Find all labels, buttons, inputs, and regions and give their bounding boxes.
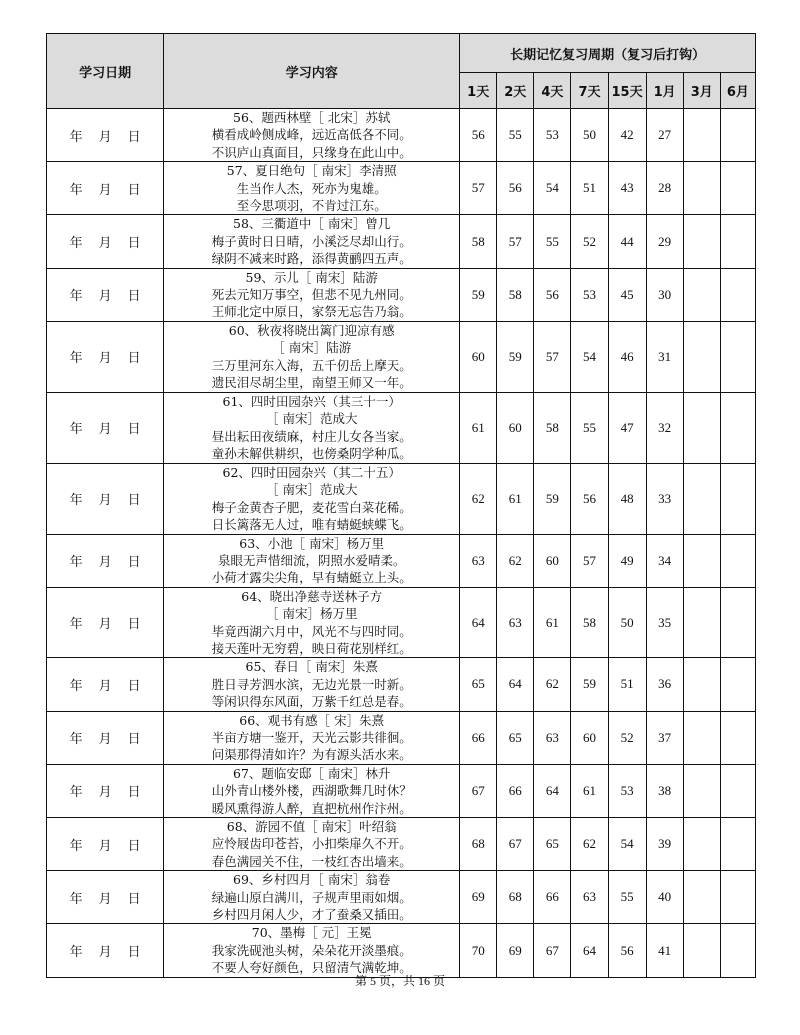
review-checkbox-cell[interactable]: 70: [460, 924, 497, 977]
header-interval: 7天: [571, 73, 608, 109]
date-year-label: 年: [69, 555, 83, 571]
date-year-label: 年: [69, 289, 83, 305]
review-checkbox-cell[interactable]: [720, 268, 755, 321]
study-date-cell[interactable]: [47, 818, 164, 871]
date-year-label: 年: [69, 945, 83, 961]
review-checkbox-cell[interactable]: 58: [460, 215, 497, 268]
date-year-label: 年: [69, 891, 83, 907]
table-row: [47, 392, 756, 463]
study-date-cell[interactable]: [47, 215, 164, 268]
review-checkbox-cell[interactable]: [683, 268, 720, 321]
poem-line: 春色满园关不住，一枝红杏出墙来。: [211, 853, 412, 869]
review-checkbox-cell[interactable]: 46: [608, 321, 646, 392]
date-day-label: 日: [127, 891, 141, 907]
review-checkbox-cell[interactable]: 48: [608, 463, 646, 534]
header-interval: 4天: [534, 73, 571, 109]
review-checkbox-cell[interactable]: 41: [646, 924, 683, 977]
review-checkbox-cell[interactable]: 63: [534, 711, 571, 764]
poem-line: 梅子金黄杏子肥，麦花雪白菜花稀。: [211, 499, 412, 515]
header-interval: 2天: [497, 73, 534, 109]
header-review-cycle: 长期记忆复习周期（复习后打钩）: [460, 34, 756, 73]
poem-line: 泉眼无声惜细流，阴照水爱晴柔。: [217, 552, 406, 568]
study-date-cell[interactable]: [47, 924, 164, 977]
review-checkbox-cell[interactable]: 56: [571, 463, 608, 534]
review-checkbox-cell[interactable]: 51: [571, 162, 608, 215]
review-checkbox-cell[interactable]: [683, 587, 720, 658]
review-checkbox-cell[interactable]: 60: [571, 711, 608, 764]
review-checkbox-cell[interactable]: 62: [534, 658, 571, 711]
date-day-label: 日: [127, 785, 141, 801]
date-day-label: 日: [127, 289, 141, 305]
review-checkbox-cell[interactable]: 58: [571, 587, 608, 658]
review-checkbox-cell[interactable]: [720, 871, 755, 924]
poem-title: 69、乡村四月［ 南宋］翁卷: [233, 872, 391, 888]
date-year-label: 年: [69, 493, 83, 509]
table-row: [47, 711, 756, 764]
date-month-label: 月: [98, 945, 112, 961]
review-checkbox-cell[interactable]: 33: [646, 463, 683, 534]
review-checkbox-cell[interactable]: 34: [646, 534, 683, 587]
poem-title: 68、游园不值［ 南宋］叶绍翁: [226, 819, 397, 834]
header-interval: 15天: [608, 73, 646, 109]
review-checkbox-cell[interactable]: 35: [646, 587, 683, 658]
date-day-label: 日: [127, 351, 141, 367]
review-checkbox-cell[interactable]: 30: [646, 268, 683, 321]
poem-line: 日长篱落无人过，唯有蜻蜓蛱蝶飞。: [211, 517, 412, 533]
review-checkbox-cell[interactable]: 67: [534, 924, 571, 977]
review-checkbox-cell[interactable]: [720, 764, 755, 817]
review-checkbox-cell[interactable]: 52: [608, 711, 646, 764]
date-day-label: 日: [127, 129, 141, 145]
poem-content-cell: [164, 109, 460, 162]
page-number: 第 5 页，共 16 页: [354, 974, 445, 988]
study-date-cell[interactable]: [47, 871, 164, 924]
poem-title: 65、春日［ 南宋］朱熹: [245, 659, 378, 675]
review-checkbox-cell[interactable]: [683, 534, 720, 587]
table-row: [47, 764, 756, 817]
review-checkbox-cell[interactable]: 66: [534, 871, 571, 924]
table-row: [47, 587, 756, 658]
poem-content-cell: [164, 871, 460, 924]
poem-line: 我家洗砚池头树，朵朵花开淡墨痕。: [211, 942, 412, 958]
review-checkbox-cell[interactable]: [720, 818, 755, 871]
study-date-cell[interactable]: [47, 764, 164, 817]
poem-content-cell: [164, 268, 460, 321]
review-checkbox-cell[interactable]: 67: [460, 764, 497, 817]
review-checkbox-cell[interactable]: 59: [571, 658, 608, 711]
poem-line: 王师北定中原日，家祭无忘告乃翁。: [211, 304, 412, 320]
poem-line: 暖风熏得游人醉，直把杭州作汴州。: [211, 800, 412, 816]
review-checkbox-cell[interactable]: 61: [497, 463, 534, 534]
date-month-label: 月: [98, 838, 112, 854]
review-checkbox-cell[interactable]: 53: [571, 268, 608, 321]
poem-content-cell: [164, 392, 460, 463]
review-checkbox-cell[interactable]: 54: [571, 321, 608, 392]
poem-line: 昼出耘田夜绩麻，村庄儿女各当家。: [211, 428, 412, 444]
poem-content-cell: [164, 711, 460, 764]
review-checkbox-cell[interactable]: 50: [608, 587, 646, 658]
review-checkbox-cell[interactable]: 53: [608, 764, 646, 817]
review-checkbox-cell[interactable]: [683, 463, 720, 534]
poem-content-cell: [164, 818, 460, 871]
poem-content-cell: [164, 587, 460, 658]
date-year-label: 年: [69, 838, 83, 854]
poem-line: 童孙未解供耕织，也傍桑阴学种瓜。: [211, 446, 412, 462]
review-checkbox-cell[interactable]: 45: [608, 268, 646, 321]
review-checkbox-cell[interactable]: 56: [497, 162, 534, 215]
review-checkbox-cell[interactable]: 64: [534, 764, 571, 817]
poem-line: 横看成岭侧成峰，远近高低各不同。: [211, 127, 412, 143]
poem-content-cell: [164, 321, 460, 392]
poem-title: 66、观书有感［ 宋］朱熹: [239, 712, 385, 728]
review-checkbox-cell[interactable]: [683, 215, 720, 268]
review-checkbox-cell[interactable]: 57: [534, 321, 571, 392]
poem-line: ［ 南宋］杨万里: [265, 606, 358, 622]
review-checkbox-cell[interactable]: [720, 392, 755, 463]
header-interval: 1天: [460, 73, 497, 109]
date-month-label: 月: [98, 555, 112, 571]
poem-title: 70、墨梅［ 元］王冕: [251, 925, 372, 941]
review-checkbox-cell[interactable]: 59: [497, 321, 534, 392]
review-checkbox-cell[interactable]: 55: [571, 392, 608, 463]
date-month-label: 月: [98, 617, 112, 633]
review-checkbox-cell[interactable]: 68: [497, 871, 534, 924]
review-checkbox-cell[interactable]: 54: [608, 818, 646, 871]
header-interval: 1月: [646, 73, 683, 109]
poem-title: 63、小池［ 南宋］杨万里: [239, 535, 385, 551]
review-checkbox-cell[interactable]: [720, 711, 755, 764]
review-checkbox-cell[interactable]: [683, 764, 720, 817]
date-year-label: 年: [69, 129, 83, 145]
poem-line: 半亩方塘一鉴开，天光云影共徘徊。: [211, 729, 412, 745]
date-month-label: 月: [98, 891, 112, 907]
poem-title: 56、题西林壁［ 北宋］苏轼: [233, 110, 391, 125]
review-checkbox-cell[interactable]: [720, 587, 755, 658]
review-checkbox-cell[interactable]: 57: [571, 534, 608, 587]
review-checkbox-cell[interactable]: [683, 711, 720, 764]
review-checkbox-cell[interactable]: 63: [460, 534, 497, 587]
poem-title: 61、四时田园杂兴（其三十一）: [222, 394, 401, 410]
date-day-label: 日: [127, 838, 141, 854]
review-checkbox-cell[interactable]: 56: [608, 924, 646, 977]
review-checkbox-cell[interactable]: 56: [460, 109, 497, 162]
review-checkbox-cell[interactable]: [720, 109, 755, 162]
poem-line: 不识庐山真面目，只缘身在此山中。: [211, 144, 412, 160]
review-checkbox-cell[interactable]: 62: [497, 534, 534, 587]
review-checkbox-cell[interactable]: 54: [534, 162, 571, 215]
review-checkbox-cell[interactable]: [720, 162, 755, 215]
study-date-cell[interactable]: [47, 711, 164, 764]
study-date-cell[interactable]: [47, 534, 164, 587]
poem-content-cell: [164, 658, 460, 711]
date-month-label: 月: [98, 236, 112, 252]
date-month-label: 月: [98, 422, 112, 438]
date-year-label: 年: [69, 351, 83, 367]
poem-content-cell: [164, 764, 460, 817]
poem-line: 胜日寻芳泗水滨，无边光景一时新。: [211, 676, 412, 692]
review-checkbox-cell[interactable]: 66: [460, 711, 497, 764]
poem-title: 67、题临安邸［ 南宋］林升: [233, 765, 391, 781]
review-checkbox-cell[interactable]: 69: [460, 871, 497, 924]
poem-line: ［ 南宋］范成大: [265, 482, 358, 498]
review-checkbox-cell[interactable]: [720, 321, 755, 392]
study-date-cell[interactable]: [47, 392, 164, 463]
table-row: [47, 321, 756, 392]
poem-line: 绿阴不减来时路，添得黄鹂四五声。: [211, 251, 412, 267]
date-day-label: 日: [127, 617, 141, 633]
date-year-label: 年: [69, 236, 83, 252]
review-checkbox-cell[interactable]: 57: [460, 162, 497, 215]
poem-title: 64、晓出净慈寺送林子方: [241, 588, 383, 604]
review-checkbox-cell[interactable]: 63: [571, 871, 608, 924]
review-checkbox-cell[interactable]: 64: [571, 924, 608, 977]
poem-line: 三万里河东入海，五千仞岳上摩天。: [211, 357, 412, 373]
review-checkbox-cell[interactable]: 68: [460, 818, 497, 871]
review-checkbox-cell[interactable]: 59: [460, 268, 497, 321]
review-checkbox-cell[interactable]: 69: [497, 924, 534, 977]
review-checkbox-cell[interactable]: 62: [460, 463, 497, 534]
date-month-label: 月: [98, 289, 112, 305]
poem-line: 生当作人杰，死亦为鬼雄。: [236, 180, 387, 196]
date-year-label: 年: [69, 678, 83, 694]
poem-content-cell: [164, 162, 460, 215]
review-checkbox-cell[interactable]: [683, 818, 720, 871]
review-checkbox-cell[interactable]: 50: [571, 109, 608, 162]
review-checkbox-cell[interactable]: [683, 658, 720, 711]
review-checkbox-cell[interactable]: 64: [497, 658, 534, 711]
review-checkbox-cell[interactable]: 60: [534, 534, 571, 587]
review-checkbox-cell[interactable]: 31: [646, 321, 683, 392]
review-checkbox-cell[interactable]: 29: [646, 215, 683, 268]
date-day-label: 日: [127, 236, 141, 252]
table-row: [47, 162, 756, 215]
poem-content-cell: [164, 463, 460, 534]
poem-line: 死去元知万事空，但悲不见九州同。: [211, 287, 412, 303]
review-checkbox-cell[interactable]: 65: [460, 658, 497, 711]
poem-line: 至今思项羽，不肯过江东。: [236, 198, 387, 214]
review-checkbox-cell[interactable]: 32: [646, 392, 683, 463]
study-date-cell[interactable]: [47, 268, 164, 321]
table-row: [47, 658, 756, 711]
review-checkbox-cell[interactable]: 65: [497, 711, 534, 764]
review-checkbox-cell[interactable]: 58: [497, 268, 534, 321]
review-checkbox-cell[interactable]: 44: [608, 215, 646, 268]
review-checkbox-cell[interactable]: 59: [534, 463, 571, 534]
poem-line: 应怜屐齿印苍苔，小扣柴扉久不开。: [211, 836, 412, 852]
review-checkbox-cell[interactable]: 53: [534, 109, 571, 162]
review-checkbox-cell[interactable]: 60: [460, 321, 497, 392]
review-checkbox-cell[interactable]: [720, 215, 755, 268]
poem-line: 乡村四月闲人少，才了蚕桑又插田。: [211, 907, 412, 923]
poem-line: 小荷才露尖尖角，早有蜻蜓立上头。: [211, 570, 412, 586]
date-month-label: 月: [98, 678, 112, 694]
review-checkbox-cell[interactable]: [683, 109, 720, 162]
poem-line: 接天莲叶无穷碧，映日荷花别样红。: [211, 640, 412, 656]
date-year-label: 年: [69, 732, 83, 748]
review-checkbox-cell[interactable]: 28: [646, 162, 683, 215]
study-date-cell[interactable]: [47, 162, 164, 215]
date-month-label: 月: [98, 129, 112, 145]
date-year-label: 年: [69, 422, 83, 438]
review-checkbox-cell[interactable]: 61: [534, 587, 571, 658]
review-checkbox-cell[interactable]: [720, 924, 755, 977]
review-checkbox-cell[interactable]: 38: [646, 764, 683, 817]
review-checkbox-cell[interactable]: 43: [608, 162, 646, 215]
review-checkbox-cell[interactable]: 61: [460, 392, 497, 463]
table-row: [47, 818, 756, 871]
date-day-label: 日: [127, 182, 141, 198]
date-day-label: 日: [127, 732, 141, 748]
date-day-label: 日: [127, 493, 141, 509]
review-checkbox-cell[interactable]: 64: [460, 587, 497, 658]
table-row: [47, 871, 756, 924]
review-checkbox-cell[interactable]: 55: [608, 871, 646, 924]
date-year-label: 年: [69, 182, 83, 198]
review-checkbox-cell[interactable]: 40: [646, 871, 683, 924]
header-study-content: 学习内容: [164, 34, 460, 109]
poem-title: 58、三衢道中［ 南宋］曾几: [233, 216, 391, 232]
date-month-label: 月: [98, 785, 112, 801]
date-year-label: 年: [69, 617, 83, 633]
poem-line: 问渠那得清如许？为有源头活水来。: [211, 747, 412, 763]
review-checkbox-cell[interactable]: 27: [646, 109, 683, 162]
review-checkbox-cell[interactable]: [683, 871, 720, 924]
date-day-label: 日: [127, 945, 141, 961]
poem-line: ［ 南宋］范成大: [265, 411, 358, 427]
date-day-label: 日: [127, 422, 141, 438]
review-checkbox-cell[interactable]: [683, 392, 720, 463]
review-checkbox-cell[interactable]: 61: [571, 764, 608, 817]
study-date-cell[interactable]: [47, 658, 164, 711]
date-month-label: 月: [98, 732, 112, 748]
review-checkbox-cell[interactable]: 67: [497, 818, 534, 871]
review-checkbox-cell[interactable]: 39: [646, 818, 683, 871]
poem-line: 梅子黄时日日晴，小溪泛尽却山行。: [211, 233, 412, 249]
poem-line: 不要人夸好颜色，只留清气满乾坤。: [211, 960, 412, 976]
review-checkbox-cell[interactable]: [720, 534, 755, 587]
date-year-label: 年: [69, 785, 83, 801]
poem-line: 绿遍山原白满川，子规声里雨如烟。: [211, 889, 412, 905]
study-date-cell[interactable]: [47, 109, 164, 162]
date-month-label: 月: [98, 351, 112, 367]
poem-line: 等闲识得东风面，万紫千红总是春。: [211, 694, 412, 710]
review-checkbox-cell[interactable]: [683, 924, 720, 977]
review-checkbox-cell[interactable]: 51: [608, 658, 646, 711]
date-month-label: 月: [98, 493, 112, 509]
poem-line: 遗民泪尽胡尘里，南望王师又一年。: [211, 375, 412, 391]
poem-content-cell: [164, 924, 460, 977]
review-checkbox-cell[interactable]: [683, 162, 720, 215]
date-day-label: 日: [127, 555, 141, 571]
poem-content-cell: [164, 534, 460, 587]
date-month-label: 月: [98, 182, 112, 198]
review-checkbox-cell[interactable]: 57: [497, 215, 534, 268]
review-checkbox-cell[interactable]: 63: [497, 587, 534, 658]
poem-title: 59、示儿［ 南宋］陆游: [245, 269, 378, 285]
review-checkbox-cell[interactable]: 37: [646, 711, 683, 764]
poem-title: 60、秋夜将晓出篱门迎凉有感: [228, 323, 395, 339]
study-date-cell[interactable]: [47, 463, 164, 534]
poem-content-cell: [164, 215, 460, 268]
review-checkbox-cell[interactable]: 56: [534, 268, 571, 321]
review-checkbox-cell[interactable]: 60: [497, 392, 534, 463]
review-checkbox-cell[interactable]: 55: [534, 215, 571, 268]
study-date-cell[interactable]: [47, 587, 164, 658]
poem-line: ［ 南宋］陆游: [272, 340, 352, 356]
review-checkbox-cell[interactable]: 66: [497, 764, 534, 817]
table-row: [47, 463, 756, 534]
review-checkbox-cell[interactable]: 49: [608, 534, 646, 587]
table-row: [47, 534, 756, 587]
review-checkbox-cell[interactable]: 55: [497, 109, 534, 162]
review-schedule-table: [46, 33, 756, 978]
table-row: [47, 268, 756, 321]
review-checkbox-cell[interactable]: 47: [608, 392, 646, 463]
review-checkbox-cell[interactable]: 65: [534, 818, 571, 871]
review-checkbox-cell[interactable]: [720, 463, 755, 534]
header-interval: 3月: [683, 73, 720, 109]
review-checkbox-cell[interactable]: 42: [608, 109, 646, 162]
poem-line: 毕竟西湖六月中，风光不与四时同。: [211, 623, 412, 639]
poem-title: 62、四时田园杂兴（其二十五）: [222, 464, 401, 480]
review-checkbox-cell[interactable]: [683, 321, 720, 392]
table-row: [47, 924, 756, 977]
review-checkbox-cell[interactable]: [720, 658, 755, 711]
review-checkbox-cell[interactable]: 36: [646, 658, 683, 711]
date-day-label: 日: [127, 678, 141, 694]
table-row: [47, 215, 756, 268]
table-row: [47, 109, 756, 162]
poem-line: 山外青山楼外楼，西湖歌舞几时休？: [211, 783, 412, 799]
header-study-date: 学习日期: [47, 34, 164, 109]
review-checkbox-cell[interactable]: 52: [571, 215, 608, 268]
review-checkbox-cell[interactable]: 58: [534, 392, 571, 463]
review-checkbox-cell[interactable]: 62: [571, 818, 608, 871]
header-interval: 6月: [720, 73, 755, 109]
study-date-cell[interactable]: [47, 321, 164, 392]
poem-title: 57、夏日绝句［ 南宋］李清照: [226, 163, 397, 179]
